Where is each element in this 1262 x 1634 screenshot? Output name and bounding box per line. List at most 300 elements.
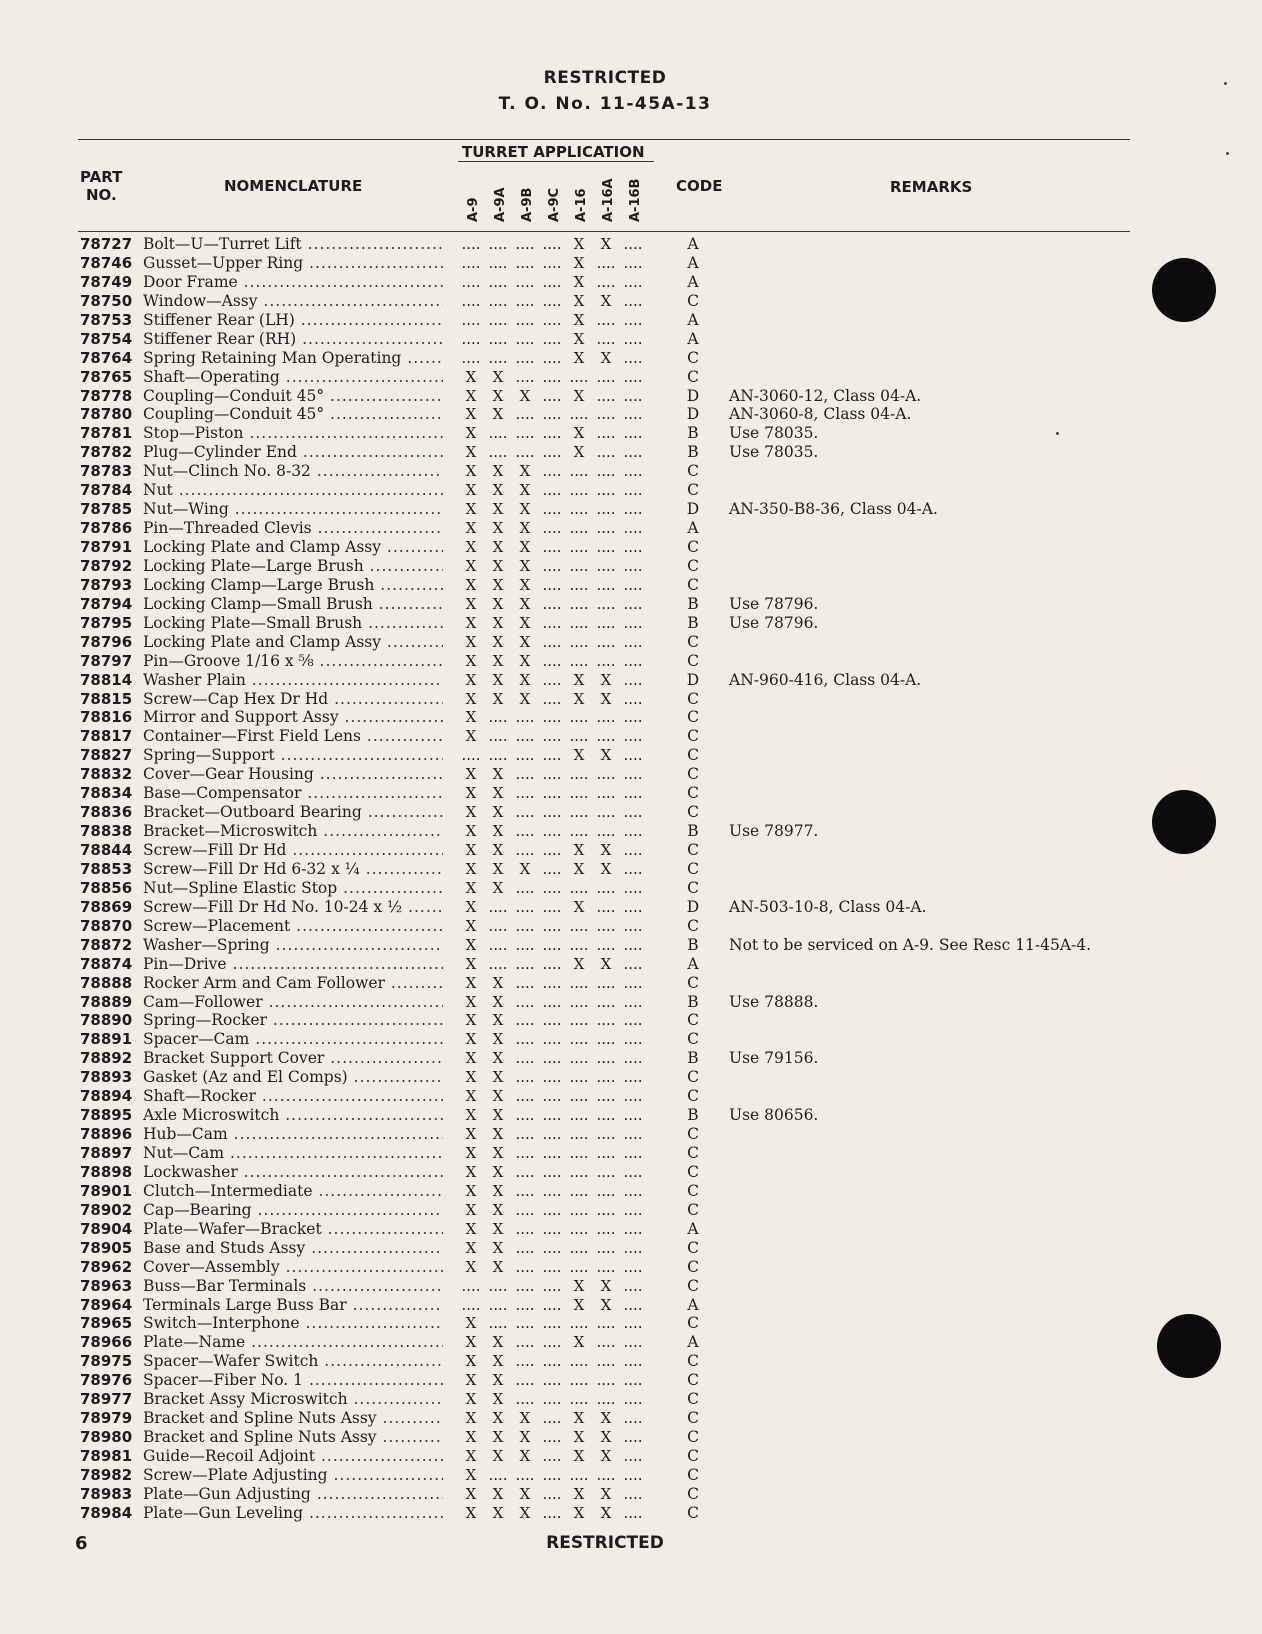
application-mark: .... xyxy=(515,1238,535,1257)
application-mark: X xyxy=(519,519,531,538)
application-mark: .... xyxy=(569,1390,589,1409)
application-mark: X xyxy=(492,1390,504,1409)
table-row xyxy=(0,595,1262,614)
nomenclature: Hub—Cam ..... xyxy=(143,1125,443,1144)
application-mark: .... xyxy=(542,632,562,651)
application-mark: X xyxy=(465,367,477,386)
application-mark: .... xyxy=(569,1465,589,1484)
application-mark: X xyxy=(492,632,504,651)
application-mark: .... xyxy=(623,897,643,916)
application-mark: .... xyxy=(623,405,643,424)
nomenclature: Stiffener Rear (LH) ..... xyxy=(143,311,443,330)
nomenclature: Shaft—Rocker ..... xyxy=(143,1087,443,1106)
part-number: 78764 xyxy=(80,348,133,367)
part-number: 78896 xyxy=(80,1125,133,1144)
application-mark: X xyxy=(465,1219,477,1238)
table-row xyxy=(0,690,1262,709)
part-number: 78897 xyxy=(80,1144,133,1162)
application-mark: .... xyxy=(542,1257,562,1276)
nomenclature: Coupling—Conduit 45° ..... xyxy=(143,387,443,406)
part-number: 78977 xyxy=(80,1390,133,1409)
nomenclature: Axle Microswitch ..... xyxy=(143,1106,443,1125)
application-mark: X xyxy=(492,1238,504,1257)
application-mark: X xyxy=(465,822,477,841)
application-mark: X xyxy=(465,632,477,651)
application-mark: X xyxy=(519,500,531,519)
application-mark: .... xyxy=(488,727,508,746)
application-mark: .... xyxy=(569,462,589,481)
code: B xyxy=(687,935,699,954)
application-mark: X xyxy=(492,651,504,670)
part-number: 78870 xyxy=(80,916,133,935)
application-mark: .... xyxy=(515,1144,535,1162)
application-mark: .... xyxy=(623,1371,643,1390)
remarks: Use 79156. xyxy=(729,1049,819,1068)
application-mark: X xyxy=(465,803,477,822)
code: C xyxy=(687,784,699,803)
application-mark: .... xyxy=(542,235,562,253)
code: C xyxy=(687,1447,699,1465)
application-mark: .... xyxy=(596,1257,616,1276)
application-mark: .... xyxy=(623,1295,643,1314)
application-mark: X xyxy=(492,1257,504,1276)
nomenclature: Screw—Cap Hex Dr Hd ..... xyxy=(143,690,443,709)
application-mark: X xyxy=(465,897,477,916)
part-number: 78782 xyxy=(80,443,133,462)
nomenclature: Gusset—Upper Ring ..... xyxy=(143,254,443,273)
application-mark: .... xyxy=(623,310,643,329)
application-mark: .... xyxy=(542,1181,562,1200)
application-mark: X xyxy=(492,1352,504,1371)
table-row xyxy=(0,405,1262,424)
application-mark: X xyxy=(465,519,477,538)
part-number: 78814 xyxy=(80,670,133,689)
part-number: 78983 xyxy=(80,1484,133,1503)
application-mark: X xyxy=(492,500,504,519)
application-mark: X xyxy=(600,1503,612,1522)
part-number: 78872 xyxy=(80,935,133,954)
code: D xyxy=(686,386,700,405)
application-mark: X xyxy=(573,235,585,253)
application-mark: .... xyxy=(596,916,616,935)
application-mark: .... xyxy=(461,291,481,310)
application-mark: X xyxy=(573,954,585,973)
application-mark: .... xyxy=(515,310,535,329)
table-row xyxy=(0,1106,1262,1125)
application-mark: .... xyxy=(515,746,535,765)
part-number: 78898 xyxy=(80,1162,133,1181)
code: A xyxy=(687,235,699,253)
application-mark: .... xyxy=(542,1390,562,1409)
table-row xyxy=(0,1201,1262,1220)
part-number: 78797 xyxy=(80,651,133,670)
nomenclature: Locking Clamp—Large Brush ..... xyxy=(143,576,443,595)
table-row xyxy=(0,1390,1262,1409)
part-number: 78817 xyxy=(80,727,133,746)
application-mark: .... xyxy=(515,1333,535,1352)
part-number: 78796 xyxy=(80,632,133,651)
application-mark: X xyxy=(573,310,585,329)
application-mark: .... xyxy=(542,1030,562,1049)
application-mark: .... xyxy=(488,443,508,462)
application-mark: X xyxy=(519,1428,531,1447)
nomenclature: Pin—Threaded Clevis ..... xyxy=(143,519,443,538)
part-number: 78963 xyxy=(80,1276,133,1295)
table-row xyxy=(0,1466,1262,1485)
table-row xyxy=(0,993,1262,1012)
part-number: 78981 xyxy=(80,1447,133,1465)
application-mark: X xyxy=(465,1257,477,1276)
table-row xyxy=(0,746,1262,765)
application-mark: .... xyxy=(542,329,562,348)
application-mark: .... xyxy=(569,575,589,594)
code: C xyxy=(687,1484,699,1503)
nomenclature: Rocker Arm and Cam Follower ..... xyxy=(143,974,443,993)
application-mark: .... xyxy=(596,1314,616,1333)
application-mark: .... xyxy=(569,1162,589,1181)
remarks: AN-350-B8-36, Class 04-A. xyxy=(729,500,938,519)
application-mark: .... xyxy=(569,727,589,746)
application-mark: X xyxy=(573,424,585,443)
nomenclature: Shaft—Operating ..... xyxy=(143,368,443,387)
application-mark: X xyxy=(519,859,531,878)
col-turret-a16a: A-16A xyxy=(601,178,616,222)
application-mark: .... xyxy=(569,1371,589,1390)
application-mark: .... xyxy=(542,424,562,443)
application-mark: X xyxy=(492,1030,504,1049)
application-mark: .... xyxy=(623,500,643,519)
application-mark: .... xyxy=(461,329,481,348)
application-mark: .... xyxy=(596,367,616,386)
table-row xyxy=(0,1296,1262,1315)
part-number: 78964 xyxy=(80,1295,133,1314)
application-mark: .... xyxy=(515,1068,535,1087)
application-mark: X xyxy=(492,803,504,822)
application-mark: .... xyxy=(542,746,562,765)
application-mark: .... xyxy=(542,1465,562,1484)
application-mark: .... xyxy=(596,765,616,784)
table-row xyxy=(0,443,1262,462)
application-mark: .... xyxy=(623,1011,643,1030)
application-mark: .... xyxy=(542,1428,562,1447)
application-mark: .... xyxy=(542,1219,562,1238)
application-mark: X xyxy=(519,689,531,708)
application-mark: X xyxy=(465,1465,477,1484)
application-mark: X xyxy=(465,708,477,727)
application-mark: .... xyxy=(569,538,589,556)
application-mark: X xyxy=(492,784,504,803)
table-row xyxy=(0,1314,1262,1333)
application-mark: .... xyxy=(596,1181,616,1200)
application-mark: .... xyxy=(623,291,643,310)
nomenclature: Guide—Recoil Adjoint ..... xyxy=(143,1447,443,1466)
application-mark: .... xyxy=(488,1465,508,1484)
application-mark: X xyxy=(573,253,585,272)
application-mark: X xyxy=(465,841,477,859)
application-mark: .... xyxy=(623,575,643,594)
nomenclature: Screw—Plate Adjusting ..... xyxy=(143,1466,443,1485)
col-turret-a9: A-9 xyxy=(466,197,481,222)
code: C xyxy=(687,878,699,897)
nomenclature: Plate—Name ..... xyxy=(143,1333,443,1352)
part-number: 78975 xyxy=(80,1352,133,1371)
application-mark: .... xyxy=(542,1333,562,1352)
application-mark: .... xyxy=(596,1200,616,1219)
code: C xyxy=(687,841,699,859)
application-mark: X xyxy=(465,1314,477,1333)
nomenclature: Locking Plate and Clamp Assy ..... xyxy=(143,633,443,652)
part-number: 78966 xyxy=(80,1333,133,1352)
table-row xyxy=(0,614,1262,633)
table-row xyxy=(0,1163,1262,1182)
application-mark: X xyxy=(600,1428,612,1447)
remarks: Use 78035. xyxy=(729,424,819,443)
nomenclature: Pin—Drive ..... xyxy=(143,955,443,974)
part-number: 78795 xyxy=(80,613,133,632)
application-mark: .... xyxy=(515,784,535,803)
application-mark: X xyxy=(492,1162,504,1181)
application-mark: X xyxy=(492,462,504,481)
application-mark: X xyxy=(465,1200,477,1219)
code: C xyxy=(687,556,699,575)
application-mark: .... xyxy=(542,310,562,329)
remarks: AN-960-416, Class 04-A. xyxy=(729,670,922,689)
application-mark: .... xyxy=(569,519,589,538)
application-mark: .... xyxy=(569,1011,589,1030)
part-number: 78749 xyxy=(80,272,133,291)
application-mark: .... xyxy=(569,1314,589,1333)
part-number: 78902 xyxy=(80,1200,133,1219)
application-mark: .... xyxy=(461,310,481,329)
application-mark: .... xyxy=(542,803,562,822)
application-mark: .... xyxy=(488,424,508,443)
application-mark: .... xyxy=(488,1276,508,1295)
code: C xyxy=(687,746,699,765)
part-number: 78754 xyxy=(80,329,133,348)
application-mark: .... xyxy=(542,594,562,613)
code: C xyxy=(687,651,699,670)
application-mark: .... xyxy=(515,1125,535,1144)
footer-classification: RESTRICTED xyxy=(546,1533,664,1553)
application-mark: .... xyxy=(542,443,562,462)
application-mark: .... xyxy=(542,670,562,689)
application-mark: .... xyxy=(569,1049,589,1068)
application-mark: X xyxy=(600,1409,612,1428)
table-row xyxy=(0,652,1262,671)
code: D xyxy=(686,500,700,519)
application-mark: X xyxy=(492,822,504,841)
application-mark: .... xyxy=(569,822,589,841)
application-mark: .... xyxy=(542,1295,562,1314)
application-mark: .... xyxy=(515,935,535,954)
application-mark: .... xyxy=(569,708,589,727)
application-mark: .... xyxy=(542,1276,562,1295)
code: C xyxy=(687,1087,699,1106)
table-row xyxy=(0,1333,1262,1352)
table-row xyxy=(0,860,1262,879)
application-mark: X xyxy=(492,1144,504,1162)
application-mark: X xyxy=(573,291,585,310)
application-mark: .... xyxy=(596,878,616,897)
application-mark: .... xyxy=(542,973,562,992)
application-mark: .... xyxy=(623,935,643,954)
application-mark: .... xyxy=(623,784,643,803)
application-mark: X xyxy=(600,1276,612,1295)
nomenclature: Gasket (Az and El Comps) ..... xyxy=(143,1068,443,1087)
application-mark: X xyxy=(519,632,531,651)
nomenclature: Buss—Bar Terminals ..... xyxy=(143,1277,443,1296)
application-mark: .... xyxy=(515,841,535,859)
col-turret-a9c: A-9C xyxy=(547,187,562,222)
col-part-no-1: PART xyxy=(80,168,123,186)
part-number: 78765 xyxy=(80,367,133,386)
application-mark: .... xyxy=(569,973,589,992)
remarks: Use 80656. xyxy=(729,1106,819,1125)
application-mark: X xyxy=(465,1106,477,1125)
application-mark: X xyxy=(465,878,477,897)
nomenclature: Cover—Assembly ..... xyxy=(143,1258,443,1277)
nomenclature: Spring Retaining Man Operating ..... xyxy=(143,349,443,368)
application-mark: .... xyxy=(623,1238,643,1257)
code: C xyxy=(687,575,699,594)
application-mark: X xyxy=(492,670,504,689)
application-mark: .... xyxy=(488,1314,508,1333)
application-mark: .... xyxy=(542,386,562,405)
table-row xyxy=(0,974,1262,993)
application-mark: .... xyxy=(596,253,616,272)
nomenclature: Pin—Groove 1/16 x ⅝ ..... xyxy=(143,652,443,671)
application-mark: X xyxy=(465,613,477,632)
application-mark: X xyxy=(600,689,612,708)
part-number: 78832 xyxy=(80,765,133,784)
part-number: 78888 xyxy=(80,973,133,992)
application-mark: X xyxy=(465,500,477,519)
application-mark: .... xyxy=(623,481,643,500)
code: C xyxy=(687,765,699,784)
nomenclature: Cam—Follower ..... xyxy=(143,993,443,1012)
application-mark: .... xyxy=(515,727,535,746)
header-bottom-rule xyxy=(78,231,1130,232)
part-number: 78869 xyxy=(80,897,133,916)
application-mark: X xyxy=(492,1219,504,1238)
application-mark: X xyxy=(573,386,585,405)
application-mark: .... xyxy=(542,1503,562,1522)
nomenclature: Locking Plate and Clamp Assy ..... xyxy=(143,538,443,557)
col-turret-a9b: A-9B xyxy=(520,187,535,222)
application-mark: .... xyxy=(569,1352,589,1371)
table-row xyxy=(0,1068,1262,1087)
application-mark: X xyxy=(492,556,504,575)
application-mark: X xyxy=(465,1162,477,1181)
application-mark: X xyxy=(573,1428,585,1447)
application-mark: X xyxy=(519,481,531,500)
application-mark: .... xyxy=(623,253,643,272)
nomenclature: Door Frame ..... xyxy=(143,273,443,292)
application-mark: X xyxy=(492,1068,504,1087)
remarks: Use 78888. xyxy=(729,992,819,1011)
application-mark: .... xyxy=(542,405,562,424)
remarks: Not to be serviced on A-9. See Resc 11-45A-4. xyxy=(729,935,1092,954)
application-mark: .... xyxy=(515,1049,535,1068)
application-mark: X xyxy=(465,765,477,784)
application-mark: .... xyxy=(515,348,535,367)
remarks: Use 78977. xyxy=(729,822,819,841)
application-mark: X xyxy=(492,367,504,386)
binder-hole-3 xyxy=(1157,1314,1221,1378)
nomenclature: Bracket—Microswitch ..... xyxy=(143,822,443,841)
application-mark: .... xyxy=(569,784,589,803)
col-turret-a16: A-16 xyxy=(574,188,589,222)
part-number: 78785 xyxy=(80,500,133,519)
nomenclature: Spacer—Wafer Switch ..... xyxy=(143,1352,443,1371)
application-mark: X xyxy=(492,1087,504,1106)
application-mark: .... xyxy=(596,651,616,670)
application-mark: .... xyxy=(515,1011,535,1030)
code: C xyxy=(687,481,699,500)
application-mark: .... xyxy=(542,1144,562,1162)
table-row xyxy=(0,803,1262,822)
application-mark: X xyxy=(465,784,477,803)
table-row xyxy=(0,879,1262,898)
application-mark: X xyxy=(492,538,504,556)
table-row xyxy=(0,1428,1262,1447)
application-mark: .... xyxy=(596,1030,616,1049)
application-mark: .... xyxy=(596,1106,616,1125)
application-mark: .... xyxy=(623,329,643,348)
application-mark: .... xyxy=(461,253,481,272)
application-mark: X xyxy=(465,538,477,556)
table-row xyxy=(0,784,1262,803)
table-row xyxy=(0,822,1262,841)
nomenclature: Base and Studs Assy ..... xyxy=(143,1239,443,1258)
application-mark: .... xyxy=(623,973,643,992)
application-mark: X xyxy=(465,386,477,405)
part-number: 78783 xyxy=(80,462,133,481)
application-mark: X xyxy=(573,272,585,291)
application-mark: .... xyxy=(596,1390,616,1409)
application-mark: X xyxy=(573,348,585,367)
application-mark: X xyxy=(465,727,477,746)
application-mark: .... xyxy=(623,727,643,746)
application-mark: X xyxy=(519,1484,531,1503)
application-mark: .... xyxy=(596,1125,616,1144)
application-mark: .... xyxy=(515,329,535,348)
code: A xyxy=(687,253,699,272)
application-mark: .... xyxy=(515,1030,535,1049)
remarks: AN-3060-8, Class 04-A. xyxy=(729,405,912,424)
table-row xyxy=(0,1220,1262,1239)
application-mark: .... xyxy=(623,1049,643,1068)
application-mark: .... xyxy=(623,992,643,1011)
part-number: 78750 xyxy=(80,291,133,310)
application-mark: .... xyxy=(596,1219,616,1238)
nomenclature: Spacer—Cam ..... xyxy=(143,1030,443,1049)
table-row xyxy=(0,1258,1262,1277)
application-mark: .... xyxy=(623,689,643,708)
application-mark: X xyxy=(492,859,504,878)
table-row xyxy=(0,273,1262,292)
application-mark: X xyxy=(492,1371,504,1390)
application-mark: X xyxy=(492,1106,504,1125)
application-mark: .... xyxy=(542,841,562,859)
table-row xyxy=(0,330,1262,349)
application-mark: X xyxy=(492,1049,504,1068)
part-number: 78874 xyxy=(80,954,133,973)
code: C xyxy=(687,1068,699,1087)
part-number: 78746 xyxy=(80,253,133,272)
application-mark: .... xyxy=(515,954,535,973)
application-mark: X xyxy=(573,670,585,689)
